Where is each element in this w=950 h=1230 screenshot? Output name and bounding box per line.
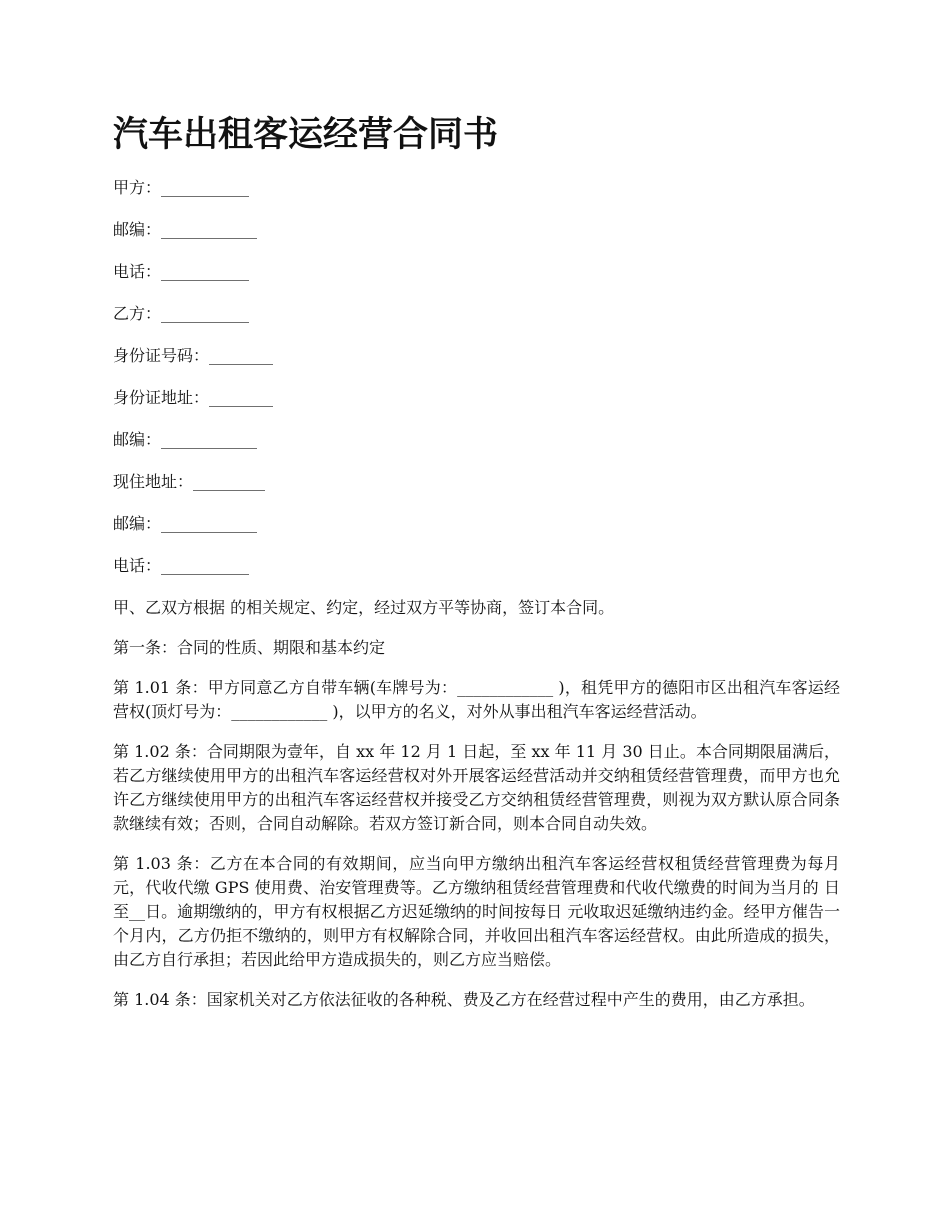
current-postcode-field: 邮编：____________: [113, 514, 258, 533]
id-address-field: 身份证地址：________: [113, 388, 274, 407]
party-b-field: 乙方：___________: [113, 304, 250, 323]
section-heading: 第一条：合同的性质、期限和基本约定: [113, 638, 386, 657]
current-address-field: 现住地址：_________: [113, 472, 266, 491]
intro-paragraph: 甲、乙双方根据 的相关规定、约定，经过双方平等协商，签订本合同。: [113, 598, 615, 617]
document-title: 汽车出租客运经营合同书: [113, 115, 499, 155]
clause-1-02: 第 1.02 条：合同期限为壹年，自 xx 年 12 月 1 日起，至 xx 年 11 月 30 日止。本合同期限届满后，若乙方继续使用甲方的出租汽车客运经营权对外开展客运经营活动并交纳租赁经营管理费，而甲方也允许乙方继续使用甲方的出租汽车客运经营权并接受乙方交纳租赁经营管理费，则视为双方默认原合同条款继续有效；否则，合同自动解除。若双方签订新合同，则本合同自动失效。: [113, 742, 840, 833]
id-number-field: 身份证号码：________: [113, 346, 274, 365]
party-a-field: 甲方：___________: [113, 178, 250, 197]
party-b-postcode-field: 邮编：____________: [113, 430, 258, 449]
clause-1-03: 第 1.03 条：乙方在本合同的有效期间，应当向甲方缴纳出租汽车客运经营权租赁经营管理费为每月 元，代收代缴 GPS 使用费、治安管理费等。乙方缴纳租赁经营管理费和代收代缴费的时间为当月的 日至__日。逾期缴纳的，甲方有权根据乙方迟延缴纳的时间按每日 元收取迟延缴纳违约金。经甲方催告一个月内，乙方仍拒不缴纳的，则甲方有权解除合同，并收回出租汽车客运经营权。由此所造成的损失，由乙方自行承担；若因此给甲方造成损失的，则乙方应当赔偿。: [113, 854, 840, 969]
party-info-fields: [113, 176, 840, 578]
party-a-postcode-field: 邮编：____________: [113, 220, 258, 239]
party-b-phone-field: 电话：___________: [113, 556, 250, 575]
clause-1-01: 第 1.01 条：甲方同意乙方自带车辆(车牌号为：____________ )，租凭甲方的德阳市区出租汽车客运经营权(顶灯号为：____________ )，以甲方的名义，对外从事出租汽车客运经营活动。: [113, 678, 840, 721]
clause-1-04: 第 1.04 条：国家机关对乙方依法征收的各种税、费及乙方在经营过程中产生的费用，由乙方承担。: [113, 990, 815, 1009]
document-page: [113, 110, 840, 1028]
party-a-phone-field: 电话：___________: [113, 262, 250, 281]
